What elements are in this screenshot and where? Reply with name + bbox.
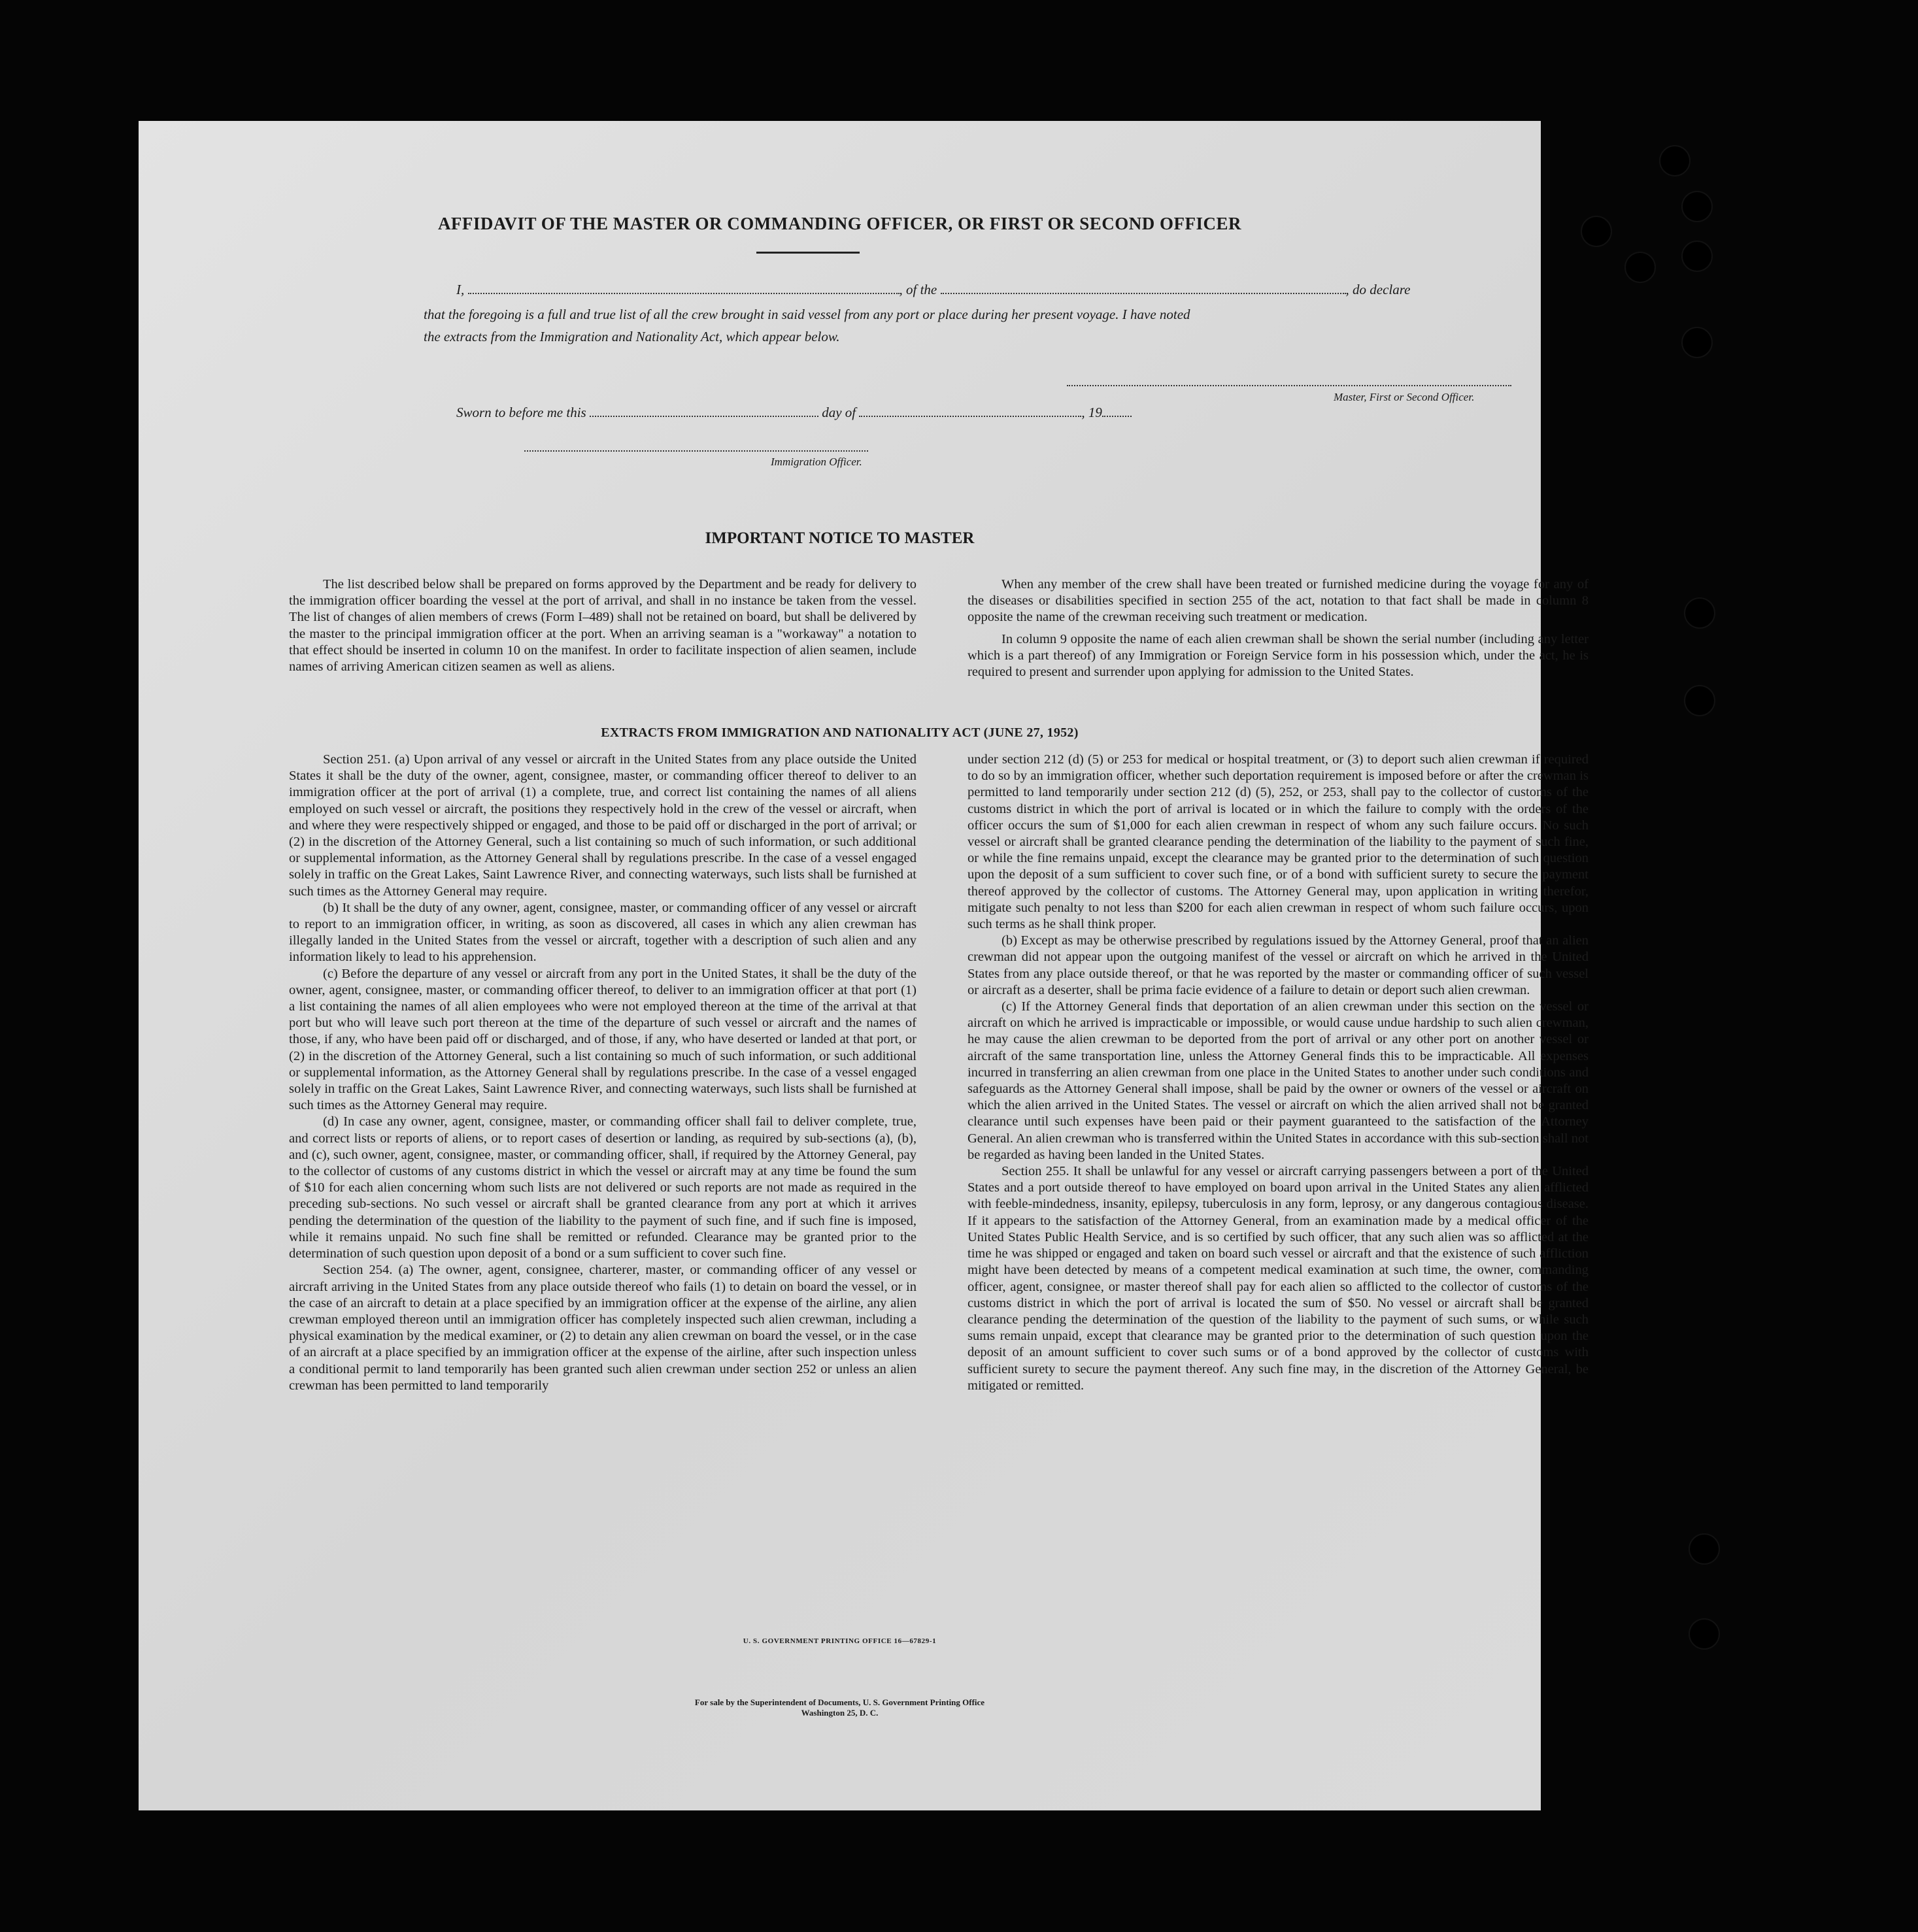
officer-signature-label: Immigration Officer. (771, 456, 862, 468)
notice-right-column (967, 576, 1589, 680)
section-251a: Section 251. (a) Upon arrival of any vessel or aircraft in the United States from any place outside the United States it shall be the duty of the owner, agent, consignee, master, or commanding officer thereof to deliver to an immigration officer at the port of arrival (1) a complete, true, and correct list containing the names of all aliens employed on such vessel or aircraft, the positions they respectively hold in the crew of the vessel or aircraft, when and where they were respectively shipped or engaged, and those to be paid off or discharged in the port of arrival; or (2) in the discretion of the Attorney General, such a list containing so much of such information, or such additional or supplemental information, as the Attorney General shall by regulations prescribe. In the case of a vessel engaged solely in traffic on the Great Lakes, Saint Lawrence River, and connecting waterways, such lists shall be furnished at such times as the Attorney General may require. (289, 752, 917, 899)
punch-hole (1624, 252, 1656, 283)
extracts-left-column (289, 752, 917, 1394)
extracts-title: EXTRACTS FROM IMMIGRATION AND NATIONALITY ACT (JUNE 27, 1952) (601, 725, 1079, 740)
punch-hole (1689, 1618, 1720, 1650)
master-signature-line (1067, 385, 1511, 386)
sworn-line (456, 405, 1132, 421)
punch-hole (1659, 145, 1691, 176)
printing-office-imprint: U. S. GOVERNMENT PRINTING OFFICE 16—67829-1 (743, 1637, 937, 1645)
section-254c: (c) If the Attorney General finds that deportation of an alien crewman under this section on the vessel or aircraft on which he arrived is impracticable or impossible, or would cause undue hardship to such alien crewman, he may cause the alien crewman to be deported from the port of arrival or any other port on another vessel or aircraft of the same transportation line, unless the Attorney General finds this to be impracticable. All expenses incurred in transferring an alien crewman from one place in the United States to another under such conditions and safeguards as the Attorney General shall impose, shall be paid by the owner or owners of the vessel or aircraft on which the alien arrived in the United States. The vessel or aircraft on which the alien arrived shall not be granted clearance until such expenses have been paid or their payment guaranteed to the satisfaction of the Attorney General. An alien crewman who is transferred within the United States in accordance with this sub-section shall not be regarded as having been landed in the United States. (967, 999, 1589, 1162)
day-of-label: day of (822, 405, 856, 420)
sworn-blank (590, 407, 818, 417)
section-254a-continued: under section 212 (d) (5) or 253 for medical or hospital treatment, or (3) to deport such alien crewman if required to do so by an immigration officer, whether such deportation requirement is imposed before or after the crewman is permitted to land temporarily under section 212 (d) (5), 252, or 253, shall pay to the collector of customs of the customs district in which the port of arrival is located or in which the failure to comply with the orders of the officer occurs the sum of $1,000 for each alien crewman in respect of whom any such failure occurs. No such vessel or aircraft shall be granted clearance pending the determination of the liability to the payment of such fine, or while the fine remains unpaid, except the clearance may be granted prior to the determination of such question upon the deposit of a sum sufficient to cover such fine, or of a bond with sufficient surety to secure the payment thereof approved by the collector of customs. The Attorney General may, upon application in writing therefor, mitigate such penalty to not less than $200 for each alien crewman in respect of whom such failure occurs, upon such terms as he shall think proper. (967, 752, 1589, 932)
year-blank (1102, 407, 1132, 417)
punch-hole (1581, 216, 1612, 247)
punch-hole (1684, 685, 1715, 716)
notice-right-paragraph-1: When any member of the crew shall have been treated or furnished medicine during the voyage for any of the diseases or disabilities specified in section 255 of the act, notation to that fact shall be made in column 8 opposite the name of the crewman receiving such treatment or medication. (967, 577, 1589, 625)
section-251b: (b) It shall be the duty of any owner, agent, consignee, master, or commanding officer of any vessel or aircraft to report to an immigration officer, in writing, as soon as discovered, all cases in which any alien crewman has illegally landed in the United States from the vessel or aircraft, together with a description of such alien and any information likely to lead to his apprehension. (289, 900, 917, 965)
master-signature-label: Master, First or Second Officer. (1334, 391, 1475, 403)
sworn-label: Sworn to before me this (456, 405, 586, 420)
section-255: Section 255. It shall be unlawful for any vessel or aircraft carrying passengers between a port of the United States and a port outside thereof to have employed on board upon arrival in the United States any alien afflicted with feeble-mindedness, insanity, epilepsy, tuberculosis in any form, leprosy, or any dangerous contagious disease. If it appears to the satisfaction of the Attorney General, from an examination made by a medical officer of the United States Public Health Service, and is so certified by such officer, that any such alien was so afflicted at the time he was shipped or engaged and taken on board such vessel or aircraft and that the existence of such affliction might have been detected by means of a competent medical examination at such time, the owner, commanding officer, agent, consignee, or master thereof shall pay for each alien so afflicted to the collector of customs of the customs district in which the port of arrival is located the sum of $50. No vessel or aircraft shall be granted clearance pending the determination of the question of the liability to the payment of such sums, or while such sums remain unpaid, except that clearance may be granted prior to the determination of such question upon the deposit of an amount sufficient to cover such sums or of a bond approved by the collector of customs with sufficient surety to secure the payment thereof. Any such fine may, in the discretion of the Attorney General, be mitigated or remitted. (967, 1164, 1589, 1393)
punch-hole (1681, 191, 1713, 222)
affidavit-line-1 (456, 282, 1410, 298)
punch-hole (1684, 597, 1715, 629)
day-blank (859, 407, 1081, 417)
notice-left-column (289, 576, 917, 675)
document-page (139, 121, 1589, 1810)
affidavit-i: I, (456, 282, 465, 297)
affidavit-line-3: the extracts from the Immigration and Nationality Act, which appear below. (424, 329, 840, 344)
affidavit-of-the: , of the (899, 282, 937, 297)
punch-hole (1681, 241, 1713, 272)
notice-title: IMPORTANT NOTICE TO MASTER (705, 529, 975, 547)
sale-notice (139, 1697, 1541, 1718)
extracts-right-column (967, 752, 1589, 1394)
name-blank (468, 284, 900, 294)
punch-hole (1681, 327, 1713, 358)
section-251c: (c) Before the departure of any vessel or aircraft from any port in the United States, it shall be the duty of the owner, agent, consignee, master, or commanding officer thereof, to deliver to an immigration officer at that port (1) a list containing the names of all alien employees who were not employed thereon at the time of the arrival at that port but who will leave such port thereon at the time of the departure of such vessel or aircraft and the names of those, if any, who have been paid off or discharged, and of those, if any, who have deserted or landed at that port, or (2) in the discretion of the Attorney General, such a list containing so much of such information, or such additional or supplemental information, as the Attorney General shall by regulations prescribe. In the case of a vessel engaged solely in traffic on the Great Lakes, Saint Lawrence River, and connecting waterways, such lists shall be furnished at such times as the Attorney General may require. (289, 966, 917, 1113)
section-254b: (b) Except as may be otherwise prescribed by regulations issued by the Attorney General, proof that an alien crewman did not appear upon the outgoing manifest of the vessel or aircraft on which he arrived in the United States from any place outside thereof, or that he was reported by the master or commanding officer of such vessel or aircraft as a deserter, shall be prima facie evidence of a failure to detain or deport such alien crewman. (967, 933, 1589, 997)
year-label: , 19 (1081, 405, 1102, 420)
sale-notice-line-2: Washington 25, D. C. (801, 1708, 879, 1718)
section-254a: Section 254. (a) The owner, agent, consignee, charterer, master, or commanding officer of any vessel or aircraft arriving in the United States from any place outside thereof who fails (1) to detain on board the vessel, or in the case of an aircraft to detain at a place specified by an immigration officer at the expense of the airline, any alien crewman employed thereon until an immigration officer has completely inspected such alien crewman, including a physical examination by the medical examiner, or (2) to detain any alien crewman on board the vessel, or in the case of an aircraft at a place specified by an immigration officer at the expense of the airline, after such inspection unless a conditional permit to land temporarily has been granted such alien crewman under section 252 or unless an alien crewman has been permitted to land temporarily (289, 1263, 917, 1393)
notice-left-paragraph: The list described below shall be prepared on forms approved by the Department and be ready for delivery to the immigration officer boarding the vessel at the port of arrival, and shall in no instance be taken from the vessel. The list of changes of alien members of crews (Form I–489) shall not be retained on board, but shall be delivered by the master to the principal immigration officer at the port. When an arriving seaman is a "workaway" a notation to that effect should be inserted in column 10 on the manifest. In order to facilitate inspection of alien seamen, include names of arriving American citizen seamen as well as aliens. (289, 577, 917, 675)
affidavit-line-2: that the foregoing is a full and true list of all the crew brought in said vessel from any port or place during her present voyage. I have noted (424, 307, 1190, 322)
affidavit-do-declare: , do declare (1345, 282, 1411, 297)
punch-hole (1689, 1533, 1720, 1565)
notice-right-paragraph-2: In column 9 opposite the name of each alien crewman shall be shown the serial number (including any letter which is a part thereof) of any Immigration or Foreign Service form in his possession which, under the act, he is required to present and surrender upon applying for admission to the United States. (967, 631, 1589, 680)
affidavit-title: AFFIDAVIT OF THE MASTER OR COMMANDING OFFICER, OR FIRST OR SECOND OFFICER (437, 214, 1242, 233)
section-251d: (d) In case any owner, agent, consignee, master, or commanding officer shall fail to deliver complete, true, and correct lists or reports of aliens, or to report cases of desertion or landing, as required by sub-sections (a), (b), and (c), such owner, agent, consignee, master, or commanding officer, shall, if required by the Attorney General, pay to the collector of customs of any customs district in which the vessel or aircraft may at any time be found the sum of $10 for each alien concerning whom such lists are not delivered or such reports are not made as required in the preceding sub-sections. No such vessel or aircraft shall be granted clearance from any port at which it arrives pending the determination of the question of the liability to the payment of such fine, and if such fine is imposed, while it remains unpaid. No such fine shall be remitted or refunded. Clearance may be granted prior to the determination of such question upon deposit of a bond or a sum sufficient to cover such fine. (289, 1114, 917, 1261)
officer-signature-line (524, 450, 868, 452)
title-divider (756, 252, 860, 254)
sale-notice-line-1: For sale by the Superintendent of Documents, U. S. Government Printing Office (694, 1697, 985, 1707)
vessel-blank (941, 284, 1346, 294)
